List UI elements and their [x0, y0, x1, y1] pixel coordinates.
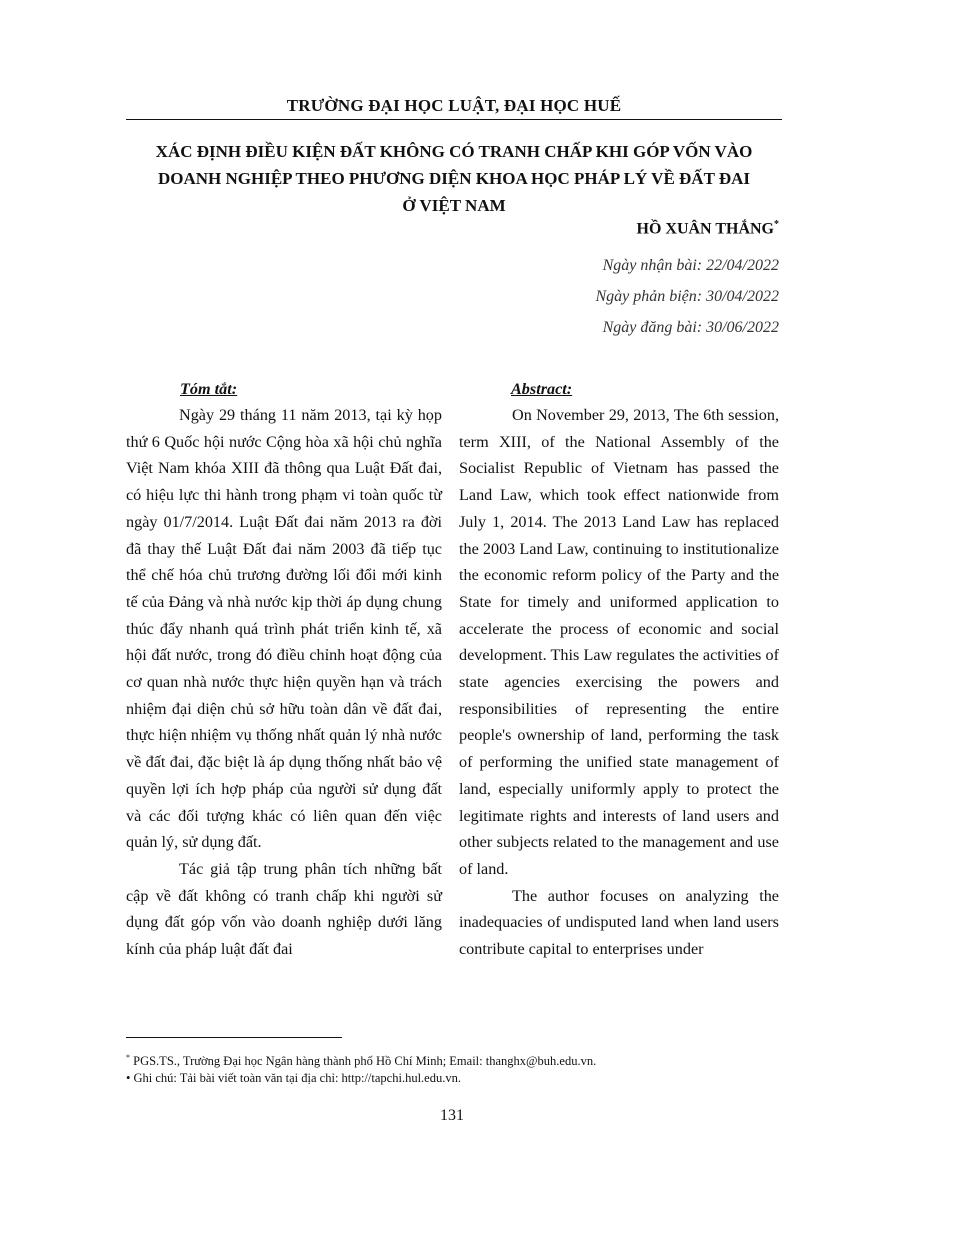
title-line: DOANH NGHIỆP THEO PHƯƠNG DIỆN KHOA HỌC PHÁP LÝ VỀ ĐẤT ĐAI	[157, 169, 751, 188]
header-rule	[126, 119, 782, 120]
footnote-mark: *	[126, 1053, 130, 1062]
title-line: Ở VIỆT NAM	[402, 196, 506, 215]
received-date: Ngày nhận bài: 22/04/2022	[602, 257, 779, 274]
page-number: 131	[440, 1107, 464, 1124]
footnote-author-text: PGS.TS., Trường Đại học Ngân hàng thành phố Hồ Chí Minh; Email: thanghx@buh.edu.vn.	[130, 1054, 597, 1069]
abstract-vi-paragraph: Ngày 29 tháng 11 năm 2013, tại kỳ họp thứ 6 Quốc hội nước Cộng hòa xã hội chủ nghĩa Việt Nam khóa XIII đã thông qua Luật Đất đai, có hiệu lực thi hành trong phạm vi toàn quốc từ ngày 01/7/2014. Luật Đất đai năm 2013 ra đời đã thay thế Luật Đất đai năm 2003 đã tiếp tục thể chế hóa chủ trương đường lối đổi mới kinh tế của Đảng và nhà nước kịp thời áp dụng chung thúc đẩy nhanh quá trình phát triển kinh tế, xã hội đất nước, trong đó điều chỉnh hoạt động của cơ quan nhà nước thực hiện quyền hạn và trách nhiệm đại diện chủ sở hữu toàn dân về đất đai, thực hiện nhiệm vụ thống nhất quản lý nhà nước về đất đai, đặc biệt là áp dụng thống nhất bảo vệ quyền lợi ích hợp pháp của người sử dụng đất và các đối tượng khác có liên quan đến việc quản lý, sử dụng đất.	[126, 406, 442, 852]
submission-dates	[595, 250, 779, 343]
footnote-rule	[126, 1037, 342, 1038]
running-header: TRƯỜNG ĐẠI HỌC LUẬT, ĐẠI HỌC HUẾ	[286, 96, 622, 115]
abstract-english	[459, 376, 779, 963]
title-line: XÁC ĐỊNH ĐIỀU KIỆN ĐẤT KHÔNG CÓ TRANH CHẤP KHI GÓP VỐN VÀO	[155, 142, 753, 161]
reviewed-date: Ngày phản biện: 30/04/2022	[595, 288, 779, 305]
published-date: Ngày đăng bài: 30/06/2022	[602, 319, 779, 336]
footnote-download-note: • Ghi chú: Tải bài viết toàn văn tại địa chỉ: http://tapchi.hul.edu.vn.	[126, 1071, 461, 1086]
footnotes	[126, 1049, 782, 1087]
abstract-en-paragraph: On November 29, 2013, The 6th session, term XIII, of the National Assembly of the Socialist Republic of Vietnam has passed the Land Law, which took effect nationwide from July 1, 2014. The 2013 Land Law has replaced the 2003 Land Law, continuing to institutionalize the economic reform policy of the Party and the State for timely and uniformed application to accelerate the process of economic and social development. This Law regulates the activities of state agencies exercising the powers and responsibilities of representing the entire people's ownership of land, performing the task of performing the unified state management of land, especially uniformly apply to protect the legitimate rights and interests of land users and other subjects related to the management and use of land.	[459, 406, 779, 878]
abstract-vi-heading: Tóm tắt:	[180, 380, 238, 398]
abstract-en-paragraph: The author focuses on analyzing the inadequacies of undisputed land when land users contribute capital to enterprises under	[459, 886, 779, 959]
author-line	[637, 219, 780, 238]
author-name: HỒ XUÂN THẮNG	[636, 220, 774, 238]
author-footnote-mark: *	[774, 219, 779, 230]
article-title	[126, 138, 782, 219]
abstract-vietnamese	[126, 376, 442, 963]
abstract-vi-paragraph: Tác giả tập trung phân tích những bất cập về đất không có tranh chấp khi người sử dụng đất góp vốn vào doanh nghiệp dưới lăng kính của pháp luật đất đai	[126, 859, 442, 959]
abstract-en-heading: Abstract:	[511, 380, 573, 398]
footnote-author	[126, 1049, 782, 1070]
